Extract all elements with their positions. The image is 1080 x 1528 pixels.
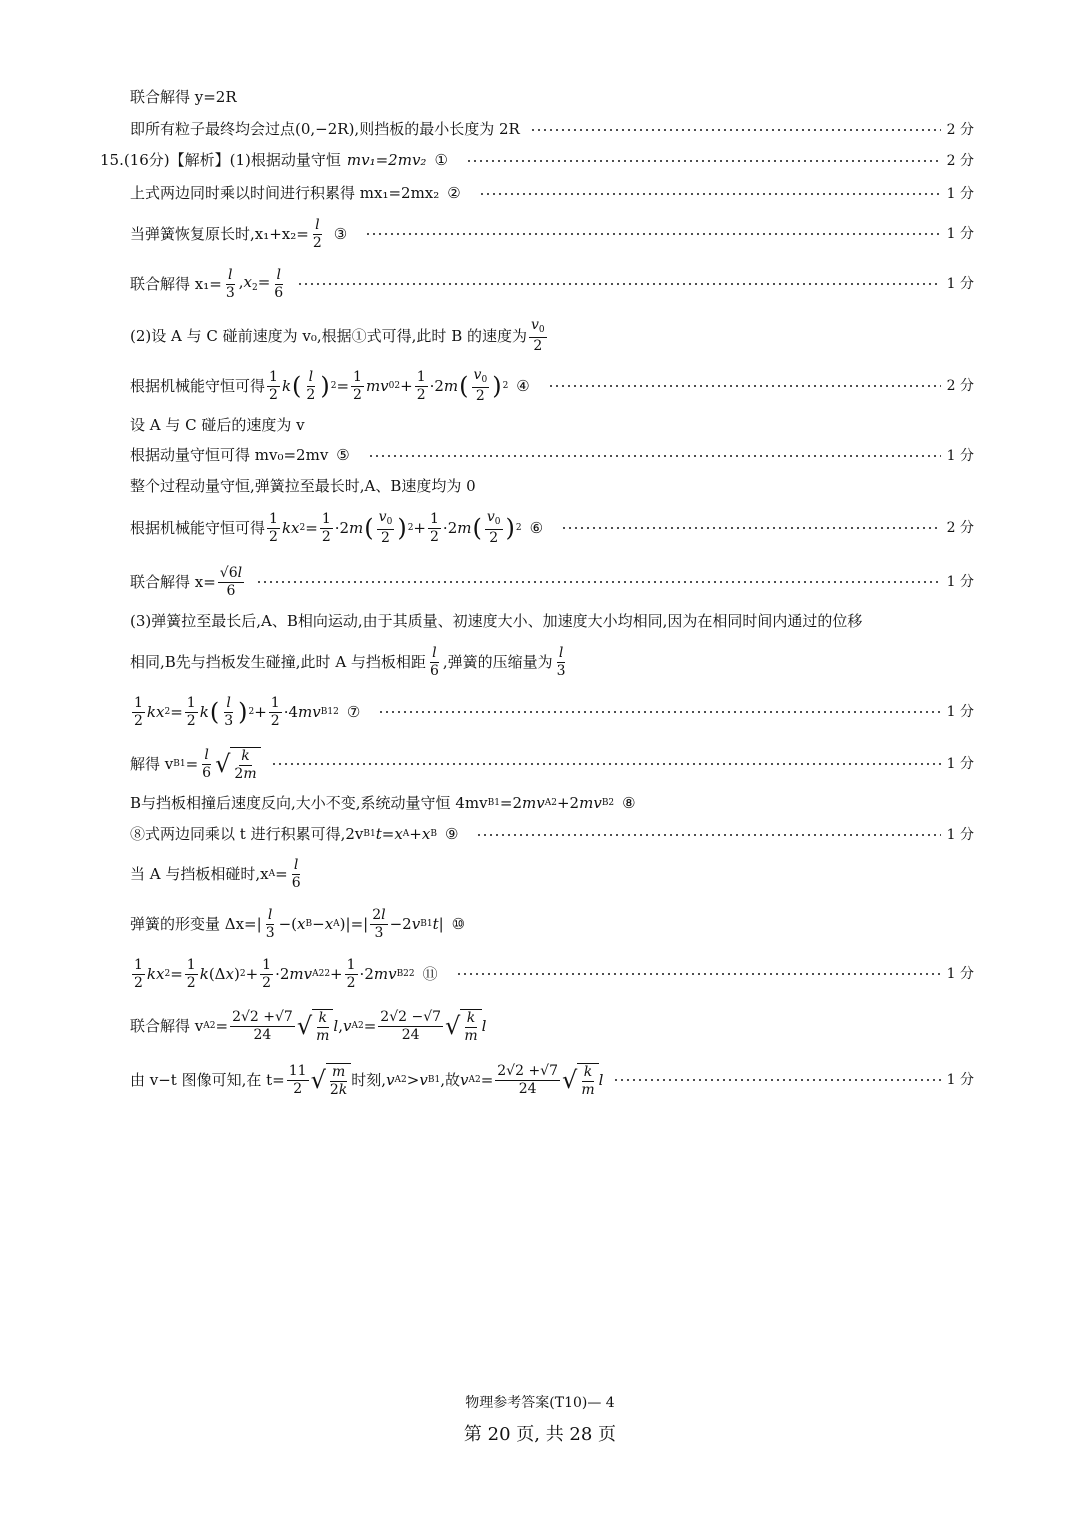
fraction: $\frac{l}{2}$ [306,368,316,403]
line-a-hits-baffle: 当 A 与挡板相碰时,x A = $\frac{l}{6}$ [130,856,301,891]
dot-leader [548,385,941,387]
fraction: $\frac{1}{2}$ [134,956,143,991]
fraction: $\frac{l}{3}$ [224,694,234,729]
momentum-equation: mv₁=2mv₂ [346,151,427,169]
fraction: $\frac{1}{2}$ [134,694,143,729]
score-label: 2 分 [946,121,974,138]
line-solve-y [130,90,974,105]
equation-number: ⑧ [622,794,636,812]
line-text: 根据动量守恒可得 mv₀=2mv [130,446,329,464]
fraction: $\frac{v_0}{2}$ [486,509,501,546]
line-text: (2)设 A 与 C 碰前速度为 v₀,根据①式可得,此时 B 的速度为 [130,326,527,345]
fraction: $\frac{1}{2}$ [269,368,278,403]
score-label: 2 分 [946,378,974,394]
line-text: 联合解得 v [130,1016,204,1035]
line-baffle-length [130,122,974,137]
line-accumulate-9: ⑧式两边同乘以 t 进行积累可得,2v B1 t = x A + x B ⑨ 1 分 [130,825,974,843]
score-label: 1 分 [946,704,974,720]
line-text: 设 A 与 C 碰后的速度为 v [130,416,305,434]
line-text: 即所有粒子最终均会过点(0,−2R),则挡板的最小长度为 2R [130,120,520,138]
square-root: √ $\frac{k}{m}$ [562,1063,599,1097]
fraction: $\frac{2√2 +√7}{24}$ [232,1008,293,1043]
line-text: 整个过程动量守恒,弹簧拉至最长时,A、B速度均为 0 [130,477,476,495]
dot-leader [456,973,941,975]
fraction: $\frac{1}{2}$ [346,956,356,991]
line-text: 联合解得 x₁= [130,274,222,293]
fraction: $\frac{l}{3}$ [556,644,566,679]
fraction: $\frac{1}{2}$ [353,368,362,403]
equation-number: ⑤ [336,446,350,464]
line-text: ⑧式两边同乘以 t 进行积累可得,2v [130,825,364,843]
fraction: $\frac{v_0}{2}$ [530,317,545,354]
fraction: $\frac{1}{2}$ [430,510,439,545]
line-deformation: 弹簧的形变量 Δx=| $\frac{l}{3}$ −( x B − x A )|=| $\frac{2l}{3}$ −2 v B1 t | ⑩ [130,906,466,941]
dot-leader [613,1079,940,1081]
line-text: 联合解得 y=2R [130,88,237,106]
fraction: $\frac{v_0}{2}$ [378,509,393,546]
line-baffle-collision: B与挡板相撞后速度反向,大小不变,系统动量守恒 4mv B1 =2 mv A2 +2 mv B2 ⑧ [130,794,636,812]
fraction: $\frac{1}{2}$ [186,956,196,991]
line-part-2 [130,318,974,354]
score-label: 2 分 [946,520,974,536]
line-momentum-2 [130,448,974,463]
dot-leader [479,193,941,195]
score-label: 2 分 [946,152,974,169]
question-number: 15. [100,151,124,169]
line-text: 联合解得 x= [130,572,216,591]
fraction: $\frac{1}{2}$ [269,510,278,545]
score-label: 1 分 [946,447,974,464]
dot-leader [368,455,941,457]
fraction: $\frac{l}{3}$ [225,266,235,301]
fraction: $\frac{l}{6}$ [429,644,439,679]
line-whole-process [130,479,974,494]
score-label: 1 分 [946,756,974,772]
fraction: $\frac{√6l}{6}$ [219,564,243,599]
square-root: √ $\frac{k}{2m}$ [215,747,261,781]
dot-leader [561,527,941,529]
line-text: 上式两边同时乘以时间进行积累得 mx₁=2mx₂ [130,184,440,202]
line-part-3-cont [130,644,974,680]
dot-leader [476,834,940,836]
line-vt-graph: 由 v−t 图像可知,在 t= $\frac{11}{2}$ √ $\frac{m}{2k}$ 时刻, v A2 > v B1 ,故 v A2 = $\frac{2√2 +√7}{24}$ √ $\frac{k}{m}$ l 1 分 [130,1062,974,1098]
line-solve-x [130,562,974,602]
equation-number: ⑩ [451,914,466,933]
equation-number: ③ [333,224,348,243]
score-label: 1 分 [946,1072,974,1088]
line-text: 由 v−t 图像可知,在 t= [130,1070,285,1089]
fraction: $\frac{l}{6}$ [202,746,212,781]
fraction: $\frac{v_0}{2}$ [473,367,488,404]
fraction: $\frac{1}{2}$ [262,956,272,991]
square-root: √ $\frac{k}{m}$ [297,1009,334,1043]
fraction: $\frac{l}{6}$ [274,266,284,301]
line-energy-11: $\frac{1}{2}$ kx 2 = $\frac{1}{2}$ k (Δ x ) 2 + $\frac{1}{2}$ ·2 mv A2 2 + $\frac{1}{2}$ ·2 mv B2 2 ⑪ 1 分 [134,956,974,991]
line-text: 根据机械能守恒可得 [130,518,266,537]
score-label: 1 分 [946,826,974,843]
fraction: $\frac{1}{2}$ [270,694,280,729]
equation-number: ① [434,151,448,169]
line-energy-conservation-2: 根据机械能守恒可得 $\frac{1}{2}$ kx 2 = $\frac{1}{2}$ ·2 m ( $\frac{v_0}{2}$ ) 2 + $\frac{1}{2}$ ·2 m ( $\frac{v_0}{2}$ ) 2 ⑥ 2 分 [130,509,974,546]
line-energy-conservation-1: 根据机械能守恒可得 $\frac{1}{2}$ k ( $\frac{l}{2}$ ) 2 = $\frac{1}{2}$ mv 0 2 + $\frac{1}{2}$ ·2 m ( $\frac{v_0}{2}$ ) 2 ④ 2 分 [130,367,974,404]
equation-number: ⑪ [422,964,438,983]
score-label: 1 分 [946,226,974,242]
score-label: 1 分 [946,276,974,292]
line-text: ,弹簧的压缩量为 [442,652,553,671]
equation-number: ② [447,184,461,202]
line-text: 根据机械能守恒可得 [130,376,266,395]
square-root: √ $\frac{m}{2k}$ [311,1063,352,1097]
line-text: 当 A 与挡板相碰时,x [130,864,269,883]
line-after-collision [130,418,974,433]
score-label: 1 分 [946,574,974,590]
fraction: $\frac{1}{2}$ [321,510,331,545]
line-spring-original [130,216,974,252]
fraction: $\frac{2√2 -√7}{24}$ [380,1008,442,1043]
fraction: $\frac{2l}{3}$ [372,906,386,941]
equation-number: ⑨ [444,825,459,843]
score-label: 1 分 [946,966,974,982]
fraction: $\frac{l}{6}$ [291,856,301,891]
line-text: B与挡板相撞后速度反向,大小不变,系统动量守恒 4mv [130,794,488,812]
line-text: 弹簧的形变量 Δx=| [130,914,262,933]
line-text: (3)弹簧拉至最长后,A、B相向运动,由于其质量、初速度大小、加速度大小均相同,因为在相同时间内通过的位移 [130,612,863,630]
fraction: $\frac{2√2 +√7}{24}$ [497,1062,559,1097]
dot-leader [365,233,940,235]
line-text: 解得 v [130,754,174,773]
dot-leader [466,160,941,162]
fraction: $\frac{11}{2}$ [288,1062,307,1097]
dot-leader [256,581,941,583]
fraction: $\frac{l}{3}$ [265,906,275,941]
line-text: 相同,B先与挡板发生碰撞,此时 A 与挡板相距 [130,652,426,671]
question-15-line [100,153,974,168]
dot-leader [378,711,940,713]
line-solve-x1-x2: 联合解得 x₁= $\frac{l}{3}$ $,x_2=$ $\frac{l}{6}$ 1 分 [130,266,974,301]
question-heading: (16分)【解析】(1)根据动量守恒 [123,151,341,169]
fraction: $\frac{1}{2}$ [416,368,426,403]
line-solve-va2: 联合解得 v A2 = $\frac{2√2 +√7}{24}$ √ $\frac{k}{m}$ l , v A2 = $\frac{2√2 -√7}{24}$ √ $\frac{k}{m}$ l [130,1008,487,1044]
footer-answer-key-label: 物理参考答案(T10)— 4 [465,1395,615,1411]
equation-number: ⑦ [346,702,361,721]
line-text: 当弹簧恢复原长时,x₁+x₂= [130,224,309,243]
line-part-3 [130,614,974,629]
equation-number: ⑥ [529,518,544,537]
dot-leader [530,129,941,131]
line-accumulate [130,186,974,201]
fraction-l-over-2: $\frac{l}{2}$ [312,216,322,251]
square-root: √ $\frac{k}{m}$ [445,1009,482,1043]
footer-page-number: 第 20 页, 共 28 页 [463,1424,617,1445]
equation-number: ④ [516,376,530,395]
score-label: 1 分 [946,185,974,202]
dot-leader [271,763,941,765]
fraction: $\frac{1}{2}$ [186,694,196,729]
line-energy-7: $\frac{1}{2}$ kx 2 = $\frac{1}{2}$ k ( $\frac{l}{3}$ ) 2 + $\frac{1}{2}$ ·4 mv B1 2 ⑦ 1 分 [134,694,974,729]
dot-leader [297,283,940,285]
line-solve-vb1: 解得 v B1 = $\frac{l}{6}$ √ $\frac{k}{2m}$ 1 分 [130,746,974,782]
